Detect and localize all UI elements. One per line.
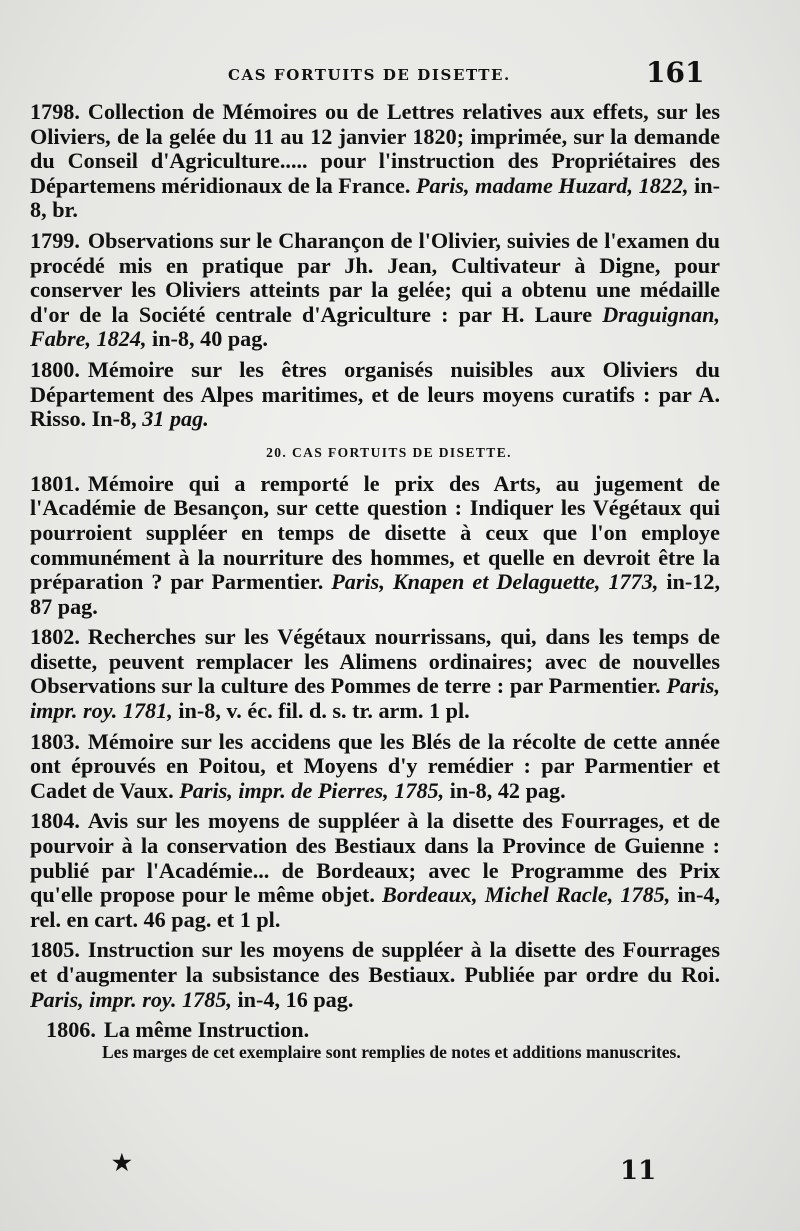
- entry-number: 1806.: [46, 1017, 96, 1043]
- catalog-entry: [30, 730, 720, 804]
- catalog-entry: [30, 100, 720, 223]
- entry-format: in-8, v. éc. fil. d. s. tr. arm. 1 pl.: [178, 698, 470, 724]
- entry-imprint: 31 pag.: [142, 406, 209, 432]
- entry-text: Observations sur le Charançon de l'Olivier, suivies de l'examen du procédé mis en pratique par Jh. Jean, Cultivateur à Digne, pour conserver les Oliviers atteints par la gelée; qui a obtenu une médaille d'or de la Société centrale d'Agriculture : par H. Laure: [30, 227, 720, 327]
- entry-number: 1800.: [30, 356, 80, 382]
- entry-text: Collection de Mémoires ou de Lettres relatives aux effets, sur les Oliviers, de la gelée du 11 au 12 janvier 1820; imprimée, sur la demande du Conseil d'Agriculture..... pour l'instruction des Propriétaires des Départemens méridionaux de la France.: [30, 99, 720, 198]
- entry-format: in-8, br.: [30, 172, 721, 223]
- entry-format: in-12, 87 pag.: [30, 569, 720, 619]
- entry-number: 1803.: [30, 728, 80, 754]
- entry-text: Recherches sur les Végétaux nourrissans, qui, dans les temps de disette, peuvent remplacer les Alimens ordinaires; avec de nouvelles Observations sur la culture des Pommes de terre : par Parmentier.: [30, 624, 720, 699]
- entry-number: 1802.: [30, 624, 80, 650]
- signature-mark: ★: [112, 1150, 132, 1176]
- catalog-entry: [30, 358, 720, 432]
- running-head: [0, 58, 800, 98]
- entry-text: Avis sur les moyens de suppléer à la disette des Fourrages, et de pourvoir à la conservation des Bestiaux dans la Province de Guienne : publié par l'Académie... de Bordeaux; avec le Programme des Prix qu'elle propose pour le même objet.: [30, 808, 720, 908]
- entry-imprint: Paris, impr. roy. 1785,: [30, 986, 232, 1012]
- catalog-entry: [46, 1018, 720, 1043]
- entry-text: Mémoire sur les accidens que les Blés de la récolte de cette année ont éprouvés en Poitou, et Moyens d'y remédier : par Parmentier et Cadet de Vaux.: [30, 728, 720, 803]
- catalog-entry: [30, 472, 720, 620]
- entry-list-famine: [30, 472, 720, 1062]
- entry-list-olives: [30, 100, 720, 432]
- entry-imprint: Paris, impr. roy. 1781,: [30, 673, 720, 724]
- entry-format: in-4, rel. en cart. 46 pag. et 1 pl.: [30, 882, 721, 932]
- entry-format: in-4, 16 pag.: [237, 986, 354, 1012]
- entry-imprint: Paris, Knapen et Delaguette, 1773,: [331, 569, 659, 595]
- section-heading: 20. CAS FORTUITS DE DISETTE.: [266, 444, 512, 460]
- entry-imprint: Paris, madame Huzard, 1822,: [415, 172, 689, 198]
- page-body: [30, 100, 720, 1062]
- entry-text: Mémoire sur les êtres organisés nuisibles aux Oliviers du Département des Alpes maritimes, et de leurs moyens curatifs : par A. Risso. In-8,: [30, 356, 720, 432]
- entry-number: 1799.: [30, 227, 80, 253]
- entry-note: Les marges de cet exemplaire sont remplies de notes et additions manuscrites.: [102, 1041, 681, 1062]
- entry-format: in-8, 40 pag.: [152, 326, 268, 352]
- entry-text: Instruction sur les moyens de suppléer à la disette des Fourrages et d'augmenter la subsistance des Bestiaux. Publiée par ordre du Roi.: [30, 937, 720, 987]
- entry-format: in-8, 42 pag.: [449, 777, 566, 803]
- entry-imprint: Bordeaux, Michel Racle, 1785,: [382, 882, 671, 908]
- entry-number: 1801.: [30, 470, 80, 496]
- entry-imprint: Paris, impr. de Pierres, 1785,: [179, 777, 445, 803]
- entry-number: 1798.: [30, 99, 80, 124]
- entry-text: Mémoire qui a remporté le prix des Arts, au jugement de l'Académie de Besançon, sur cette question : Indiquer les Végétaux qui pourroient suppléer en temps de disette à ceux que l'on employe communément à la nourriture des hommes, et quelle en devroit être la préparation ? par Parmentier.: [30, 470, 720, 595]
- signature-number: 11: [620, 1156, 657, 1186]
- running-title: CAS FORTUITS DE DISETTE.: [228, 66, 511, 84]
- entry-number: 1804.: [30, 808, 80, 834]
- page-number: 161: [646, 56, 705, 89]
- catalog-entry: [30, 229, 720, 352]
- entry-number: 1805.: [30, 937, 80, 963]
- entry-imprint: Draguignan, Fabre, 1824,: [30, 301, 720, 352]
- catalog-entry: [30, 938, 720, 1012]
- catalog-entry: [30, 625, 720, 723]
- entry-text: La même Instruction.: [103, 1017, 310, 1043]
- catalog-entry: [30, 809, 720, 932]
